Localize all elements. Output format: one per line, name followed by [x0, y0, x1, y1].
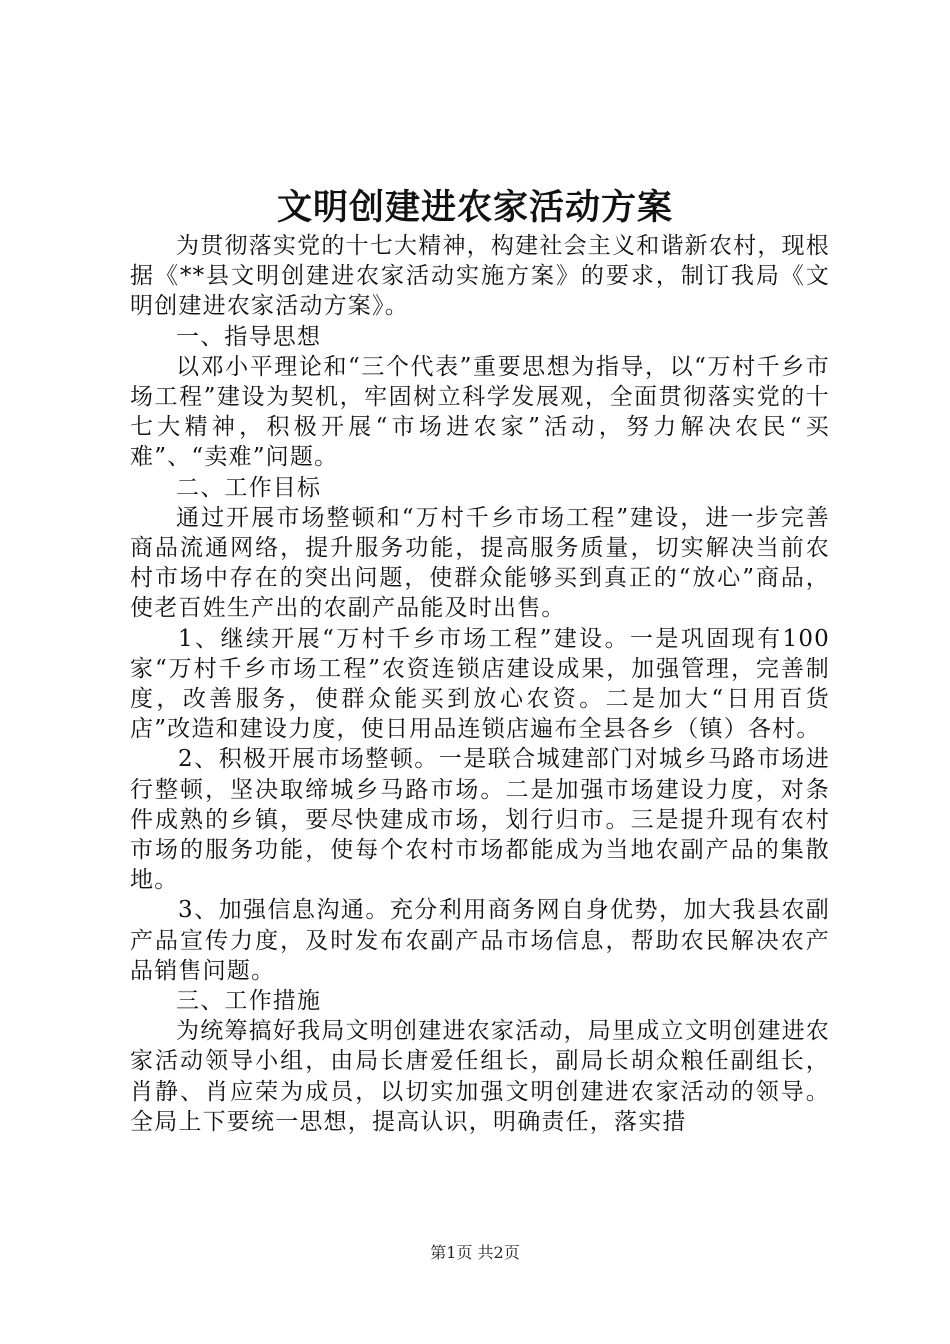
goal-item-1: 1、继续开展“万村千乡市场工程”建设。一是巩固现有100家“万村千乡市场工程”农资连锁店建设成果，加强管理，完善制度，改善服务，使群众能买到放心农资。二是加大“日用百货店”改造和建设力度，使日用品连锁店遍布全县各乡（镇）各村。 — [130, 625, 830, 743]
section-heading-work-measures: 三、工作措施 — [176, 988, 322, 1015]
section-heading-guiding-ideology: 一、指导思想 — [176, 323, 322, 350]
goal-item-3: 3、加强信息沟通。充分利用商务网自身优势，加大我县农副产品宣传力度，及时发布农副产品市场信息，帮助农民解决农产品销售问题。 — [130, 897, 830, 984]
document-title: 文明创建进农家活动方案 — [276, 187, 673, 228]
goal-item-2: 2、积极开展市场整顿。一是联合城建部门对城乡马路市场进行整顿，坚决取缔城乡马路市场。二是加强市场建设力度，对条件成熟的乡镇，要尽快建成市场，划行归市。三是提升现有农村市场的服务功能，使每个农村市场都能成为当地农副产品的集散地。 — [130, 746, 830, 894]
work-goals-paragraph: 通过开展市场整顿和“万村千乡市场工程”建设，进一步完善商品流通网络，提升服务功能，提高服务质量，切实解决当前农村市场中存在的突出问题，使群众能够买到真正的“放心”商品，使老百姓生产出的农副产品能及时出售。 — [130, 504, 830, 622]
intro-paragraph: 为贯彻落实党的十七大精神，构建社会主义和谐新农村，现根据《**县文明创建进农家活动实施方案》的要求，制订我局《文明创建进农家活动方案》。 — [130, 233, 830, 320]
page-number-footer: 第1页 共2页 — [430, 1243, 520, 1262]
work-measures-paragraph: 为统筹搞好我局文明创建进农家活动，局里成立文明创建进农家活动领导小组，由局长唐爱任组长，副局长胡众粮任副组长，肖静、肖应荣为成员，以切实加强文明创建进农家活动的领导。全局上下要统一思想，提高认识，明确责任，落实措 — [130, 1018, 830, 1135]
section-heading-work-goals: 二、工作目标 — [176, 474, 322, 501]
guiding-ideology-paragraph: 以邓小平理论和“三个代表”重要思想为指导，以“万村千乡市场工程”建设为契机，牢固树立科学发展观，全面贯彻落实党的十七大精神，积极开展“市场进农家”活动，努力解决农民“买难”、“卖难”问题。 — [130, 353, 830, 471]
document-body — [130, 231, 830, 1137]
